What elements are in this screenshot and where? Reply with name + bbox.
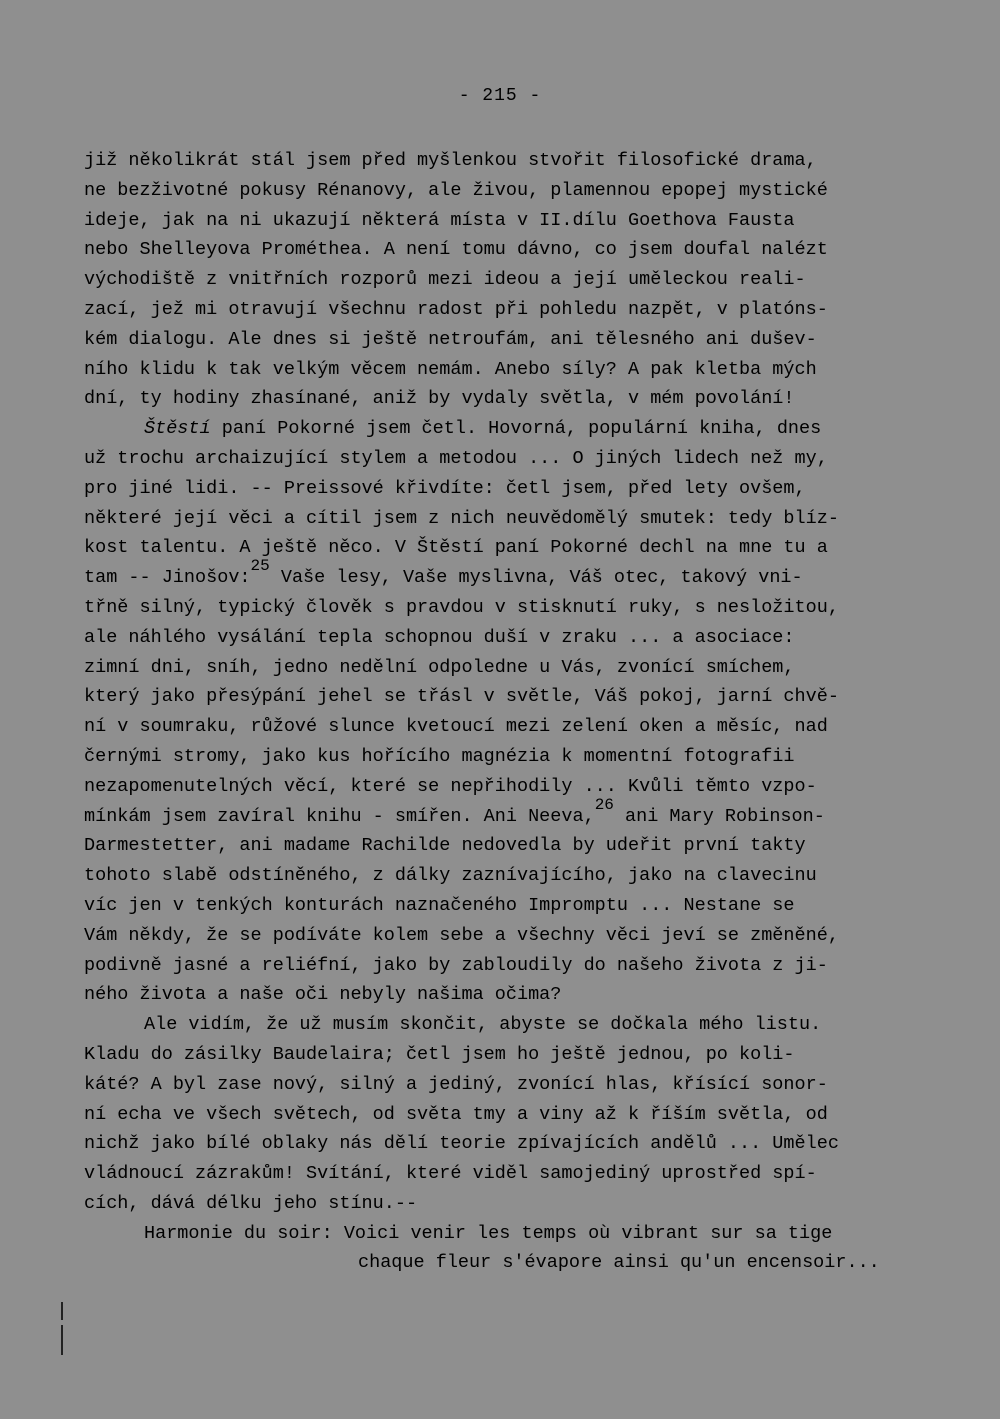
- text-line: některé její věci a cítil jsem z nich neuvědomělý smutek: tedy blíz-: [84, 507, 839, 529]
- text-line: kost talentu. A ještě něco. V Štěstí paní Pokorné dechl na mne tu a: [84, 537, 828, 559]
- text-line: [84, 414, 924, 444]
- text-line: pro jiné lidi. -- Preissové křivdíte: četl jsem, před lety ovšem,: [84, 477, 806, 499]
- text-line: Kladu do zásilky Baudelaira; četl jsem ho ještě jednou, po koli-: [84, 1043, 795, 1065]
- text-line: již několikrát stál jsem před myšlenkou stvořit filosofické drama,: [84, 150, 817, 171]
- text-line: víc jen v tenkých konturách naznačeného Impromptu ... Nestane se: [84, 894, 795, 916]
- text-line: zací, jež mi otravují všechnu radost při pohledu nazpět, v platóns-: [84, 298, 828, 320]
- page-number: - 215 -: [458, 86, 542, 106]
- text-line: ale náhlého vysálání tepla schopnou duší v zraku ... a asociace:: [84, 626, 795, 648]
- margin-mark: [61, 1302, 63, 1320]
- letter-text: [84, 146, 924, 1278]
- text-line: ní echa ve všech světech, od světa tmy a viny až k říším světla, od: [84, 1103, 828, 1125]
- text-line: ideje, jak na ni ukazují některá místa v II.dílu Goethova Fausta: [84, 209, 795, 231]
- margin-mark: [61, 1325, 63, 1355]
- text-line: nichž jako bílé oblaky nás dělí teorie zpívajících andělů ... Umělec: [84, 1133, 839, 1155]
- text-line: káté? A byl zase nový, silný a jediný, zvonící hlas, křísící sonor-: [84, 1073, 828, 1095]
- text-line: Harmonie du soir: Voici venir les temps où vibrant sur sa tige: [144, 1222, 833, 1244]
- text-line: Darmestetter, ani madame Rachilde nedovedla by udeřit první takty: [84, 835, 806, 857]
- text-line: Vám někdy, že se podíváte kolem sebe a všechny věci jeví se změněné,: [84, 924, 839, 946]
- text-span: mínkám jsem zavíral knihu - smířen. Ani Neeva,: [84, 805, 595, 827]
- text-line: podivně jasné a reliéfní, jako by zabloudily do našeho života z ji-: [84, 954, 828, 976]
- text-line: východiště z vnitřních rozporů mezi ideou a její uměleckou reali-: [84, 269, 806, 291]
- text-line: nezapomenutelných věcí, které se nepřihodily ... Kvůli těmto vzpo-: [84, 775, 817, 797]
- text-line: cích, dává délku jeho stínu.--: [84, 1192, 418, 1214]
- footnote-ref: 26: [594, 795, 614, 814]
- text-line: který jako přesýpání jehel se třásl v světle, Váš pokoj, jarní chvě-: [84, 686, 839, 708]
- text-line: ného života a naše oči nebyly našima očima?: [84, 984, 562, 1006]
- text-line: už trochu archaizující stylem a metodou ... O jiných lidech než my,: [84, 447, 828, 469]
- text-line: nebo Shelleyova Prométhea. A není tomu dávno, co jsem doufal nalézt: [84, 239, 828, 261]
- footnote-ref: 25: [250, 557, 270, 576]
- text-line: třně silný, typický člověk s pravdou v stisknutí ruky, s nesložitou,: [84, 596, 839, 618]
- text-span: tam -- Jinošov:: [84, 567, 251, 589]
- text-line: [84, 557, 924, 593]
- text-line: [84, 795, 924, 832]
- text-line: vládnoucí zázrakům! Svítání, které viděl samojediný uprostřed spí-: [84, 1163, 817, 1185]
- text-span: ani Mary Robinson-: [613, 805, 825, 827]
- text-line: černými stromy, jako kus hořícího magnézia k momentní fotografii: [84, 745, 795, 767]
- book-title: Štěstí: [144, 418, 211, 440]
- text-line: tohoto slabě odstíněného, z dálky zaznívajícího, jako na clavecinu: [84, 865, 817, 887]
- text-line: Ale vidím, že už musím skončit, abyste se dočkala mého listu.: [144, 1014, 822, 1036]
- text-line: zimní dni, sníh, jedno nedělní odpoledne u Vás, zvonící smíchem,: [84, 656, 795, 678]
- text-span: Vaše lesy, Vaše myslivna, Váš otec, takový vni-: [269, 567, 803, 589]
- text-line: kém dialogu. Ale dnes si ještě netroufám, ani tělesného ani dušev-: [84, 328, 817, 350]
- text-span: paní Pokorné jsem četl. Hovorná, populární kniha, dnes: [210, 418, 822, 440]
- text-line: dní, ty hodiny zhasínané, aniž by vydaly světla, v mém povolání!: [84, 388, 795, 410]
- text-line: ního klidu k tak velkým věcem nemám. Anebo síly? A pak kletba mých: [84, 358, 817, 380]
- text-line: ní v soumraku, růžové slunce kvetoucí mezi zelení oken a měsíc, nad: [84, 716, 828, 738]
- text-line: chaque fleur s'évapore ainsi qu'un encensoir...: [358, 1252, 880, 1274]
- text-line: ne bezživotné pokusy Rénanovy, ale živou, plamennou epopej mystické: [84, 179, 828, 201]
